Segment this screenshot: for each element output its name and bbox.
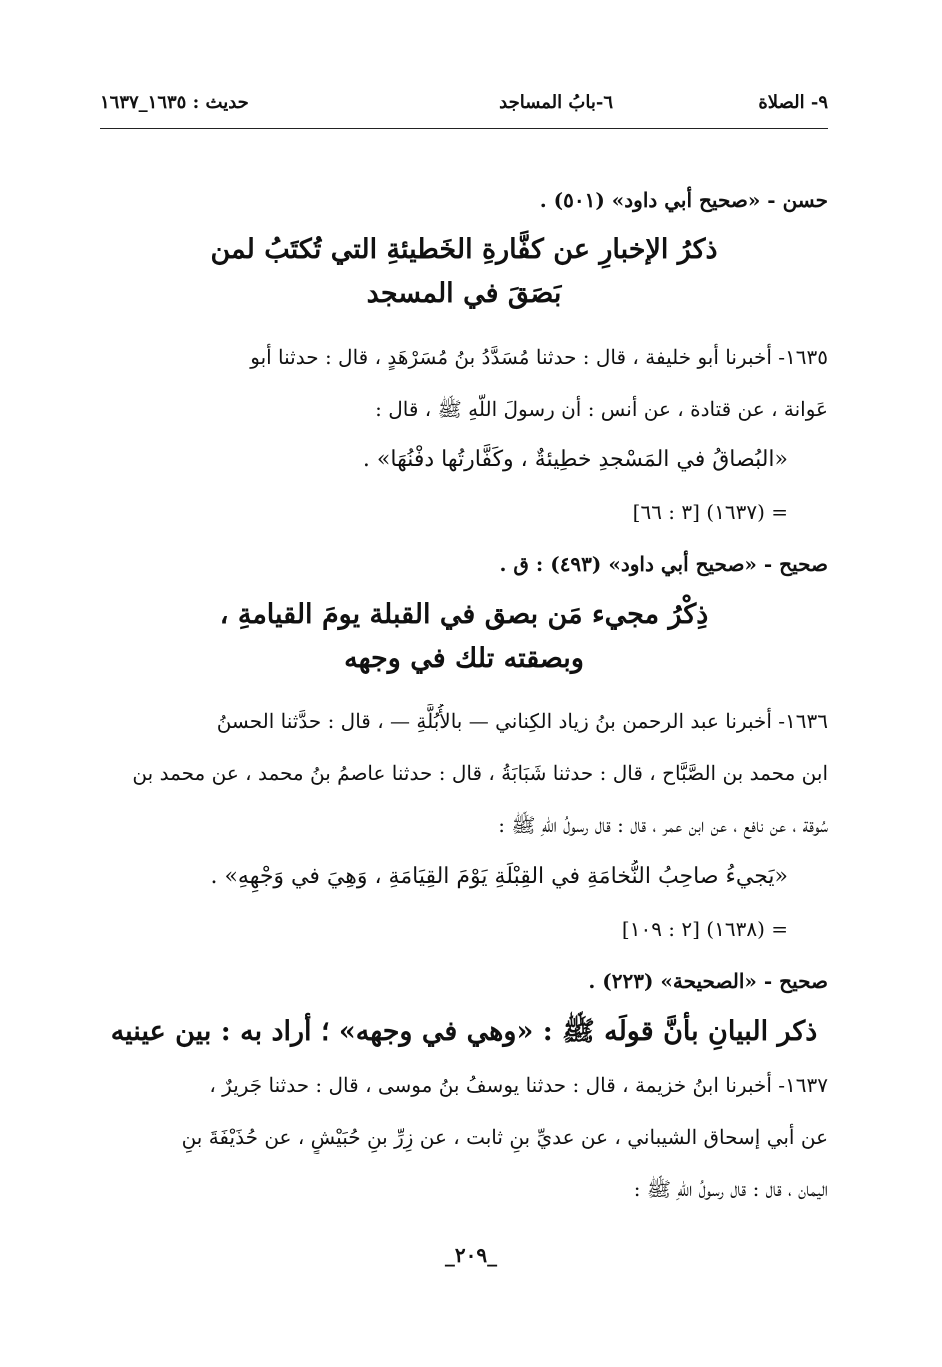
- running-header: [100, 92, 828, 124]
- hadith-1636-line-1: ١٦٣٦- أخبرنا عبد الرحمن بنُ زياد الكِناني — بالأُبُلَّةِ — ، قال : حدَّثنا الحسنُ: [216, 709, 828, 733]
- hadith-1635-line-1: ١٦٣٥- أخبرنا أبو خليفة ، قال : حدثنا مُسَدَّدُ بنُ مُسَرْهَدٍ ، قال : حدثنا أبو: [250, 345, 828, 369]
- header-hadith-range: حديث : ١٦٣٥_١٦٣٧: [100, 92, 249, 113]
- header-rule: [100, 128, 828, 129]
- hadith-1635-reference: = (١٦٣٧) [٣ : ٦٦]: [632, 500, 788, 524]
- hadith-1637-line-2: عن أبي إسحاق الشيباني ، عن عديِّ بنِ ثابت ، عن زِرِّ بنِ حُبَيْشٍ ، عن حُذَيْفَةَ بنِ: [181, 1125, 828, 1149]
- chapter-title-2: ذِكْرُ مجيء مَن بصق في القبلة يومَ القيامةِ ، وبصقته تلك في وجهه: [219, 599, 709, 674]
- page-number: _٢٠٩_: [444, 1243, 498, 1267]
- hadith-1637-line-3: اليمان ، قال : قال رسولُ اللّهِ ﷺ :: [633, 1177, 828, 1201]
- hadith-1635-quote: «البُصاقُ في المَسْجدِ خطِيئةٌ ، وكَفَّارتُها دفْنُهَا» .: [362, 447, 788, 472]
- hadith-1636-line-2: ابن محمد بن الصَّبَّاح ، قال : حدثنا شَبَابَةُ ، قال : حدثنا عاصمُ بنُ محمد ، عن محمد بن: [132, 761, 828, 785]
- header-chapter: ٦-بابُ المساجد: [499, 92, 613, 113]
- chapter-title-3: ذكر البيانِ بأنَّ قولَه ﷺ : «وهي في وجهه» ؛ أراد به : بين عينيه: [110, 1016, 818, 1047]
- grade-1636: صحيح - «الصحيحة» (٢٢٣) .: [588, 969, 828, 993]
- grade-previous: حسن - «صحيح أبي داود» (٥٠١) .: [539, 188, 828, 212]
- hadith-1636-line-3: سُوقة ، عن نافع ، عن ابن عمر ، قال : قال رسولُ اللّهِ ﷺ :: [498, 813, 828, 837]
- hadith-1637-line-1: ١٦٣٧- أخبرنا ابنُ خزيمة ، قال : حدثنا يوسفُ بنُ موسى ، قال : حدثنا جَريرٌ ،: [209, 1073, 828, 1097]
- grade-1635: صحيح - «صحيح أبي داود» (٤٩٣) : ق .: [499, 552, 828, 576]
- hadith-1636-reference: = (١٦٣٨) [٢ : ١٠٩]: [621, 917, 788, 941]
- chapter-title-1: ذكرُ الإخبارِ عن كفَّارةِ الخَطيئةِ التي تُكتَبُ لمن بَصَقَ في المسجد: [210, 234, 718, 309]
- hadith-1636-quote: «يَجيءُ صاحِبُ النُّخامَةِ في القِبْلَةِ يَوْمَ القِيَامَةِ ، وَهِيَ في وَجْهِهِ» .: [210, 864, 788, 889]
- hadith-1635-line-2: عَوانة ، عن قتادة ، عن أنس : أن رسولَ اللّهِ ﷺ ، قال :: [375, 397, 828, 421]
- header-book: ٩- الصلاة: [758, 92, 828, 113]
